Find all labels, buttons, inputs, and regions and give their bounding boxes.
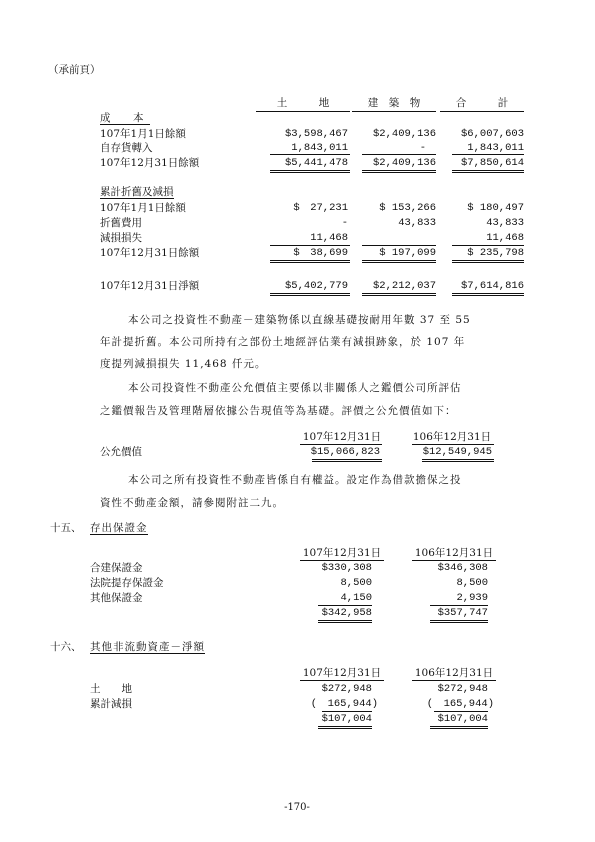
- cost-title: 成 本: [100, 112, 150, 124]
- paragraph-3-line-1: 本公司之所有投資性不動產皆係自有權益。設定作為借款擔保之投: [128, 474, 462, 486]
- s16-dbl-2a: [430, 726, 488, 727]
- s16-dbl-2b: [430, 728, 488, 729]
- acc-underline-land: [270, 245, 350, 246]
- acc-row-building: 43,833: [398, 217, 436, 229]
- acc-row-building: $ 153,266: [379, 202, 436, 214]
- acc-dbl-land-b: [270, 262, 350, 263]
- acc-dbl-building-a: [362, 260, 436, 261]
- cost-row-label: 107年1月1日餘額: [100, 128, 186, 140]
- cost-row-land: 1,843,011: [291, 142, 348, 154]
- acc-row-land: $ 27,231: [293, 202, 348, 214]
- paragraph-1-line-3: 度提列減損損失 11,468 仟元。: [100, 358, 267, 370]
- s15-dbl-1b: [318, 622, 372, 623]
- s15-row-label: 其他保證金: [90, 592, 143, 604]
- s16-sum-underline-1: [322, 711, 372, 712]
- cost-row-building: -: [419, 142, 426, 154]
- cost-row-label: 107年12月31日餘額: [100, 157, 200, 169]
- s16-row-value-2018: ( 165,944): [310, 698, 378, 710]
- section-15-heading: 存出保證金: [90, 522, 148, 534]
- s15-col-2018: 107年12月31日: [302, 547, 382, 559]
- header-underline-total: [440, 111, 524, 112]
- acc-underline-building: [362, 245, 436, 246]
- acc-row-label: 107年1月1日餘額: [100, 202, 186, 214]
- cost-dbl-total-a: [452, 170, 524, 171]
- paragraph-3-line-2: 資性不動產金額，請參閱附註二九。: [100, 497, 284, 509]
- s15-row-value-2017: 8,500: [456, 577, 488, 589]
- net-dbl-building-b: [362, 295, 436, 296]
- net-row-land: $5,402,779: [284, 280, 348, 292]
- acc-row-land: 11,468: [310, 232, 348, 244]
- cost-row-land: $3,598,467: [284, 128, 348, 140]
- cost-row-label: 自存貨轉入: [100, 142, 153, 154]
- s16-dbl-1a: [318, 726, 372, 727]
- net-row-building: $2,212,037: [372, 280, 436, 292]
- s16-col-2017: 106年12月31日: [414, 667, 494, 679]
- acc-row-label: 107年12月31日餘額: [100, 247, 200, 259]
- cost-dbl-land-b: [270, 172, 350, 173]
- page-number: -170-: [284, 802, 310, 813]
- net-row-label: 107年12月31日淨額: [100, 280, 200, 292]
- s15-row-label: 法院提存保證金: [90, 577, 164, 589]
- net-dbl-land-b: [270, 295, 350, 296]
- s16-col-underline-2: [412, 680, 496, 681]
- acc-row-land: $ 38,699: [293, 247, 348, 259]
- fv-dbl-2a: [422, 459, 494, 460]
- fv-dbl-2b: [422, 461, 494, 462]
- net-dbl-total-a: [452, 293, 524, 294]
- cost-row-building: $2,409,136: [372, 157, 436, 169]
- fv-col-underline-1: [300, 444, 382, 445]
- s16-sum-underline-2: [434, 711, 488, 712]
- cost-row-total: $7,850,614: [460, 157, 524, 169]
- s15-col-2017: 106年12月31日: [414, 547, 494, 559]
- cost-dbl-total-b: [452, 172, 524, 173]
- header-underline-land: [256, 111, 350, 112]
- net-dbl-building-a: [362, 293, 436, 294]
- net-dbl-total-b: [452, 295, 524, 296]
- cost-underline-total: [452, 154, 524, 155]
- section-16-number: 十六、: [50, 641, 82, 653]
- cost-row-total: 1,843,011: [467, 142, 524, 154]
- cost-underline-building: [362, 154, 436, 155]
- paragraph-2-line-1: 本公司投資性不動產公允價值主要係以非關係人之鑑價公司所評估: [128, 382, 462, 394]
- s15-row-value-2017: 2,939: [456, 592, 488, 604]
- fv-value-2018: $15,066,823: [310, 446, 380, 458]
- acc-dbl-total-a: [452, 260, 524, 261]
- header-building: 建 築 物: [367, 97, 421, 109]
- acc-dbl-building-b: [362, 262, 436, 263]
- s15-dbl-1a: [318, 620, 372, 621]
- acc-title: 累計折舊及減損: [100, 186, 174, 198]
- paragraph-1-line-1: 本公司之投資性不動產－建築物係以直線基礎按耐用年數 37 至 55: [128, 314, 471, 326]
- s16-row-label: 累計減損: [90, 698, 132, 710]
- s15-row-value-2018: 8,500: [340, 577, 372, 589]
- net-dbl-land-a: [270, 293, 350, 294]
- acc-row-total: 43,833: [486, 217, 524, 229]
- s16-col-2018: 107年12月31日: [302, 667, 382, 679]
- s15-row-value-2018: 4,150: [340, 592, 372, 604]
- header-land: 土 地: [276, 97, 330, 109]
- s16-total-2018: $107,004: [321, 713, 372, 725]
- fv-dbl-1b: [312, 461, 382, 462]
- fv-label: 公允價值: [100, 446, 142, 458]
- fv-col-underline-2: [412, 444, 494, 445]
- paragraph-1-line-2: 年計提折舊。本公司所持有之部份土地經評估業有減損跡象，於 107 年: [100, 336, 466, 348]
- cost-dbl-building-a: [362, 170, 436, 171]
- acc-row-building: $ 197,099: [379, 247, 436, 259]
- fv-value-2017: $12,549,945: [422, 446, 492, 458]
- paragraph-2-line-2: 之鑑價報告及管理階層依據公告現值等為基礎。評價之公允價值如下：: [100, 405, 457, 417]
- s15-col-underline-2: [412, 560, 496, 561]
- s15-row-value-2018: $330,308: [321, 562, 372, 574]
- s15-dbl-2b: [430, 622, 488, 623]
- acc-row-label: 減損損失: [100, 232, 142, 244]
- s15-row-value-2017: $346,308: [437, 562, 488, 574]
- s15-total-2017: $357,747: [437, 607, 488, 619]
- s16-row-label: 土 地: [90, 683, 132, 695]
- header-underline-building: [352, 111, 436, 112]
- s15-row-label: 合建保證金: [90, 562, 143, 574]
- cost-row-land: $5,441,478: [284, 157, 348, 169]
- cost-dbl-land-a: [270, 170, 350, 171]
- section-15-number: 十五、: [50, 522, 82, 534]
- s15-sum-underline-2: [430, 605, 488, 606]
- cost-row-total: $6,007,603: [460, 128, 524, 140]
- s15-total-2018: $342,958: [321, 607, 372, 619]
- net-row-total: $7,614,816: [460, 280, 524, 292]
- s15-dbl-2a: [430, 620, 488, 621]
- s16-dbl-1b: [318, 728, 372, 729]
- acc-row-label: 折舊費用: [100, 217, 142, 229]
- s15-col-underline-1: [300, 560, 384, 561]
- cost-underline-land: [270, 154, 350, 155]
- s16-col-underline-1: [300, 680, 384, 681]
- acc-row-land: -: [341, 217, 348, 229]
- header-total: 合 計: [455, 97, 509, 109]
- acc-dbl-land-a: [270, 260, 350, 261]
- s15-sum-underline-1: [318, 605, 372, 606]
- fv-dbl-1a: [312, 459, 382, 460]
- s16-row-value-2018: $272,948: [321, 683, 372, 695]
- cost-row-building: $2,409,136: [372, 128, 436, 140]
- acc-dbl-total-b: [452, 262, 524, 263]
- acc-row-total: 11,468: [486, 232, 524, 244]
- s16-row-value-2017: ( 165,944): [426, 698, 494, 710]
- continued-note: （承前頁）: [48, 64, 101, 76]
- fv-col-2017: 106年12月31日: [412, 431, 492, 443]
- acc-row-total: $ 180,497: [467, 202, 524, 214]
- s16-total-2017: $107,004: [437, 713, 488, 725]
- section-16-heading: 其他非流動資產－淨額: [90, 641, 205, 653]
- acc-underline-total: [452, 245, 524, 246]
- fv-col-2018: 107年12月31日: [302, 431, 382, 443]
- acc-row-total: $ 235,798: [467, 247, 524, 259]
- cost-dbl-building-b: [362, 172, 436, 173]
- s16-row-value-2017: $272,948: [437, 683, 488, 695]
